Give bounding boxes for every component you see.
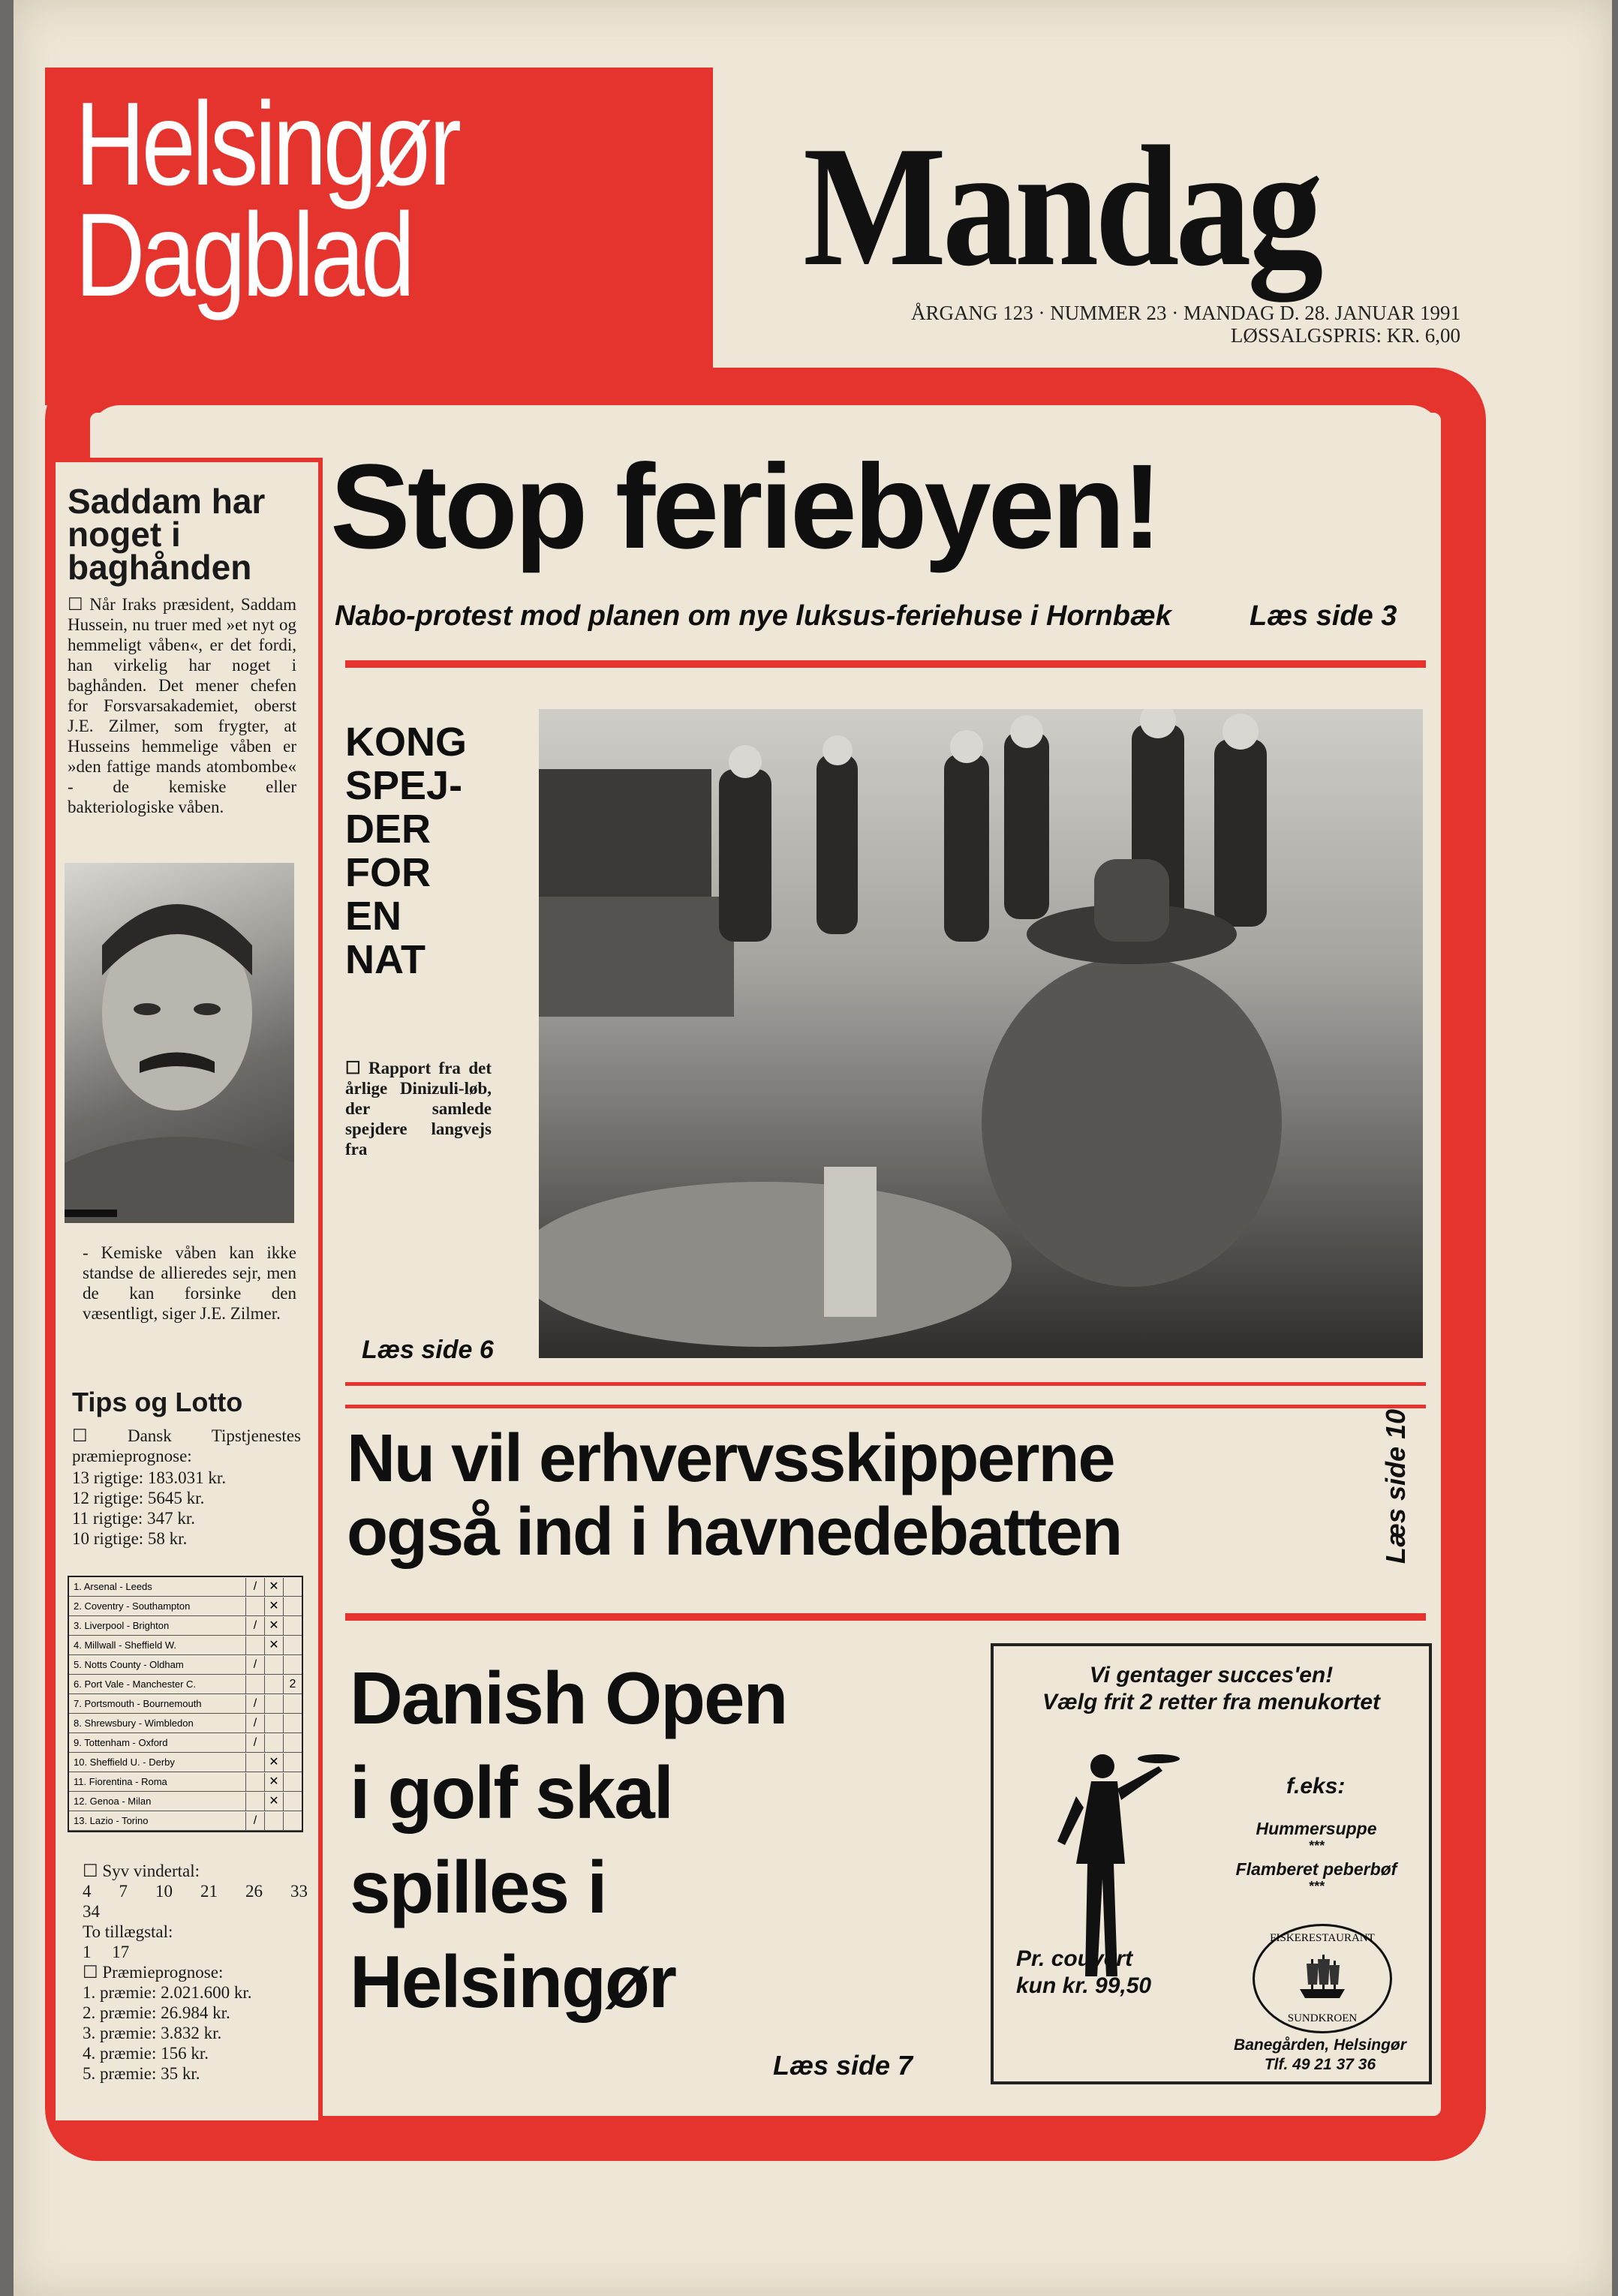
coupon-cell-2 [283, 1578, 302, 1596]
coupon-match: 8. Shrewsbury - Wimbledon [74, 1717, 194, 1729]
coupon-cell-x [264, 1656, 283, 1674]
coupon-cell-x [264, 1675, 283, 1693]
coupon-match: 3. Liverpool - Brighton [74, 1620, 170, 1631]
coupon-row [69, 1694, 302, 1714]
ad-price2: kun kr. 99,50 [1016, 1973, 1152, 1998]
portrait-caption: - Kemiske våben kan ikke standse de allieredes sejr, men de kan forsinke den væsentligt, siger J.E. Zilmer. [83, 1243, 296, 1323]
coupon-cell-x: ✕ [264, 1597, 283, 1615]
coupon-cell-2 [283, 1773, 302, 1791]
story2-text: ☐ Rapport fra det årlige Dinizuli-løb, der samlede spejdere langvejs fra [345, 1059, 492, 1159]
story3-headline-line: også ind i havnedebatten [347, 1495, 1122, 1570]
coupon-cell-x: ✕ [264, 1636, 283, 1654]
coupon-match: 1. Arsenal - Leeds [74, 1581, 152, 1592]
story2-headline-line: DER [345, 807, 432, 852]
price-line: LØSSALGSPRIS: KR. 6,00 [1230, 324, 1460, 347]
lead-subhead: Nabo-protest mod planen om nye luksus-feriehuse i Hornbæk [335, 600, 1171, 632]
coupon-cell-2 [283, 1812, 302, 1830]
scout-photo [539, 709, 1423, 1358]
divider-rule [345, 660, 1426, 668]
coupon-match: 7. Portsmouth - Bournemouth [74, 1698, 202, 1709]
story3-ref: Læs side 10 [1380, 1408, 1411, 1564]
lead-ref: Læs side 3 [1250, 600, 1397, 632]
coupon-cell-2: 2 [283, 1675, 302, 1693]
coupon-cell-1 [245, 1636, 264, 1654]
coupon-row [69, 1577, 302, 1597]
tips-line: 12 rigtige: 5645 kr. [72, 1489, 205, 1507]
coupon-row [69, 1733, 302, 1753]
praemie-line: 3. præmie: 3.832 kr. [83, 2024, 222, 2042]
coupon-match: 13. Lazio - Torino [74, 1815, 149, 1826]
story3-headline-line: Nu vil erhvervsskipperne [347, 1421, 1114, 1496]
coupon-cell-x: ✕ [264, 1617, 283, 1635]
story2-ref: Læs side 6 [362, 1336, 494, 1364]
story4-ref: Læs side 7 [773, 2050, 913, 2081]
portrait-illustration [65, 863, 294, 1223]
coupon-cell-2 [283, 1656, 302, 1674]
coupon-cell-2 [283, 1793, 302, 1811]
coupon-row [69, 1792, 302, 1811]
tips-title: Tips og Lotto [72, 1387, 243, 1417]
story4-headline-line: Danish Open [350, 1657, 787, 1739]
tips-prognoses [72, 1468, 301, 1549]
divider-rule [345, 1405, 1426, 1408]
coupon-cell-2 [283, 1597, 302, 1615]
ad-stars: *** [1308, 1879, 1325, 1894]
story4-headline-line: Helsingør [350, 1940, 675, 2023]
sidebar-title: Saddam har noget i baghånden [68, 482, 266, 587]
ad-feks: f.eks: [1286, 1774, 1346, 1799]
coupon-cell-1: / [245, 1656, 264, 1674]
day-title: Mandag [803, 110, 1320, 302]
lotto-block [83, 1861, 308, 2084]
coupon-match: 12. Genoa - Milan [74, 1796, 152, 1807]
praemie-line: 2. præmie: 26.984 kr. [83, 2003, 230, 2022]
logo-text-bottom: SUNDKROEN [1287, 2012, 1358, 2024]
coupon-cell-1: / [245, 1734, 264, 1752]
tillaeg-label: To tillægstal: [83, 1922, 173, 1941]
ad-phone: Tlf. 49 21 37 36 [1264, 2056, 1376, 2073]
story2-headline-line: KONG [345, 720, 467, 765]
coupon-cell-1: / [245, 1695, 264, 1713]
coupon-cell-2 [283, 1754, 302, 1772]
masthead-line2: Dagblad [75, 189, 412, 321]
lead-headline: Stop feriebyen! [330, 439, 1159, 573]
syv-label: ☐ Syv vindertal: [83, 1862, 200, 1880]
coupon-cell-1 [245, 1597, 264, 1615]
coupon-cell-x [264, 1734, 283, 1752]
coupon-cell-2 [283, 1695, 302, 1713]
ad-dish1: Hummersuppe [1256, 1819, 1377, 1838]
coupon-match: 4. Millwall - Sheffield W. [74, 1639, 177, 1651]
tillaeg-numbers: 1 17 [83, 1943, 130, 1961]
coupon-cell-1 [245, 1773, 264, 1791]
coupon-match: 9. Tottenham - Oxford [74, 1737, 168, 1748]
coupon-row [69, 1636, 302, 1655]
tips-line: 10 rigtige: 58 kr. [72, 1529, 188, 1548]
restaurant-ad [991, 1643, 1432, 2084]
coupon-cell-2 [283, 1636, 302, 1654]
coupon-row [69, 1675, 302, 1694]
coupon-cell-2 [283, 1714, 302, 1733]
coupon-cell-x: ✕ [264, 1773, 283, 1791]
coupon-cell-x [264, 1714, 283, 1733]
coupon-cell-1 [245, 1793, 264, 1811]
coupon-row [69, 1616, 302, 1636]
coupon-row [69, 1811, 302, 1831]
story2-headline-line: NAT [345, 937, 426, 982]
masthead-title [75, 78, 459, 321]
coupon-row [69, 1655, 302, 1675]
coupon-match: 2. Coventry - Southampton [74, 1600, 191, 1612]
coupon-row [69, 1714, 302, 1733]
tips-intro: ☐ Dansk Tipstjenestes præmieprognose: [72, 1426, 301, 1465]
coupon-match: 5. Notts County - Oldham [74, 1659, 184, 1670]
scout-photo-illustration [539, 709, 1423, 1358]
praemie-line: 1. præmie: 2.021.600 kr. [83, 1983, 252, 2002]
ad-line2: Vælg frit 2 retter fra menukortet [1042, 1690, 1381, 1714]
tips-line: 11 rigtige: 347 kr. [72, 1509, 195, 1528]
coupon-cell-x [264, 1812, 283, 1830]
praemie-line: 5. præmie: 35 kr. [83, 2064, 200, 2083]
coupon-cell-2 [283, 1734, 302, 1752]
coupon-row [69, 1597, 302, 1616]
coupon-cell-x: ✕ [264, 1754, 283, 1772]
coupon-cell-1: / [245, 1617, 264, 1635]
story2-headline-line: FOR [345, 850, 431, 895]
story2-headline-line: EN [345, 894, 402, 939]
masthead-line1: Helsingør [75, 78, 459, 210]
story4-headline [350, 1651, 786, 2029]
coupon-row [69, 1772, 302, 1792]
portrait-photo [65, 863, 294, 1223]
story4-headline-line: i golf skal [350, 1751, 673, 1834]
praemie-line: 4. præmie: 156 kr. [83, 2044, 209, 2063]
ad-dish2: Flamberet peberbøf [1235, 1859, 1397, 1879]
coupon-cell-1 [245, 1675, 264, 1693]
ship-icon [1296, 1952, 1349, 2004]
divider-rule [345, 1613, 1426, 1621]
coupon-match: 6. Port Vale - Manchester C. [74, 1678, 197, 1690]
sidebar-body: ☐ Når Iraks præsident, Saddam Hussein, nu truer med »et nyt og hemmeligt våben«, er det fordi, han virkelig har noget i baghånden. Det mener chefen for Forsvarsakademiet, oberst J.E. Zilmer, som frygter, at Husseins hemmelige våben er »den fattige mands atombombe« - de kemiske eller bakteriologiske våben. [68, 595, 296, 816]
divider-rule [345, 1382, 1426, 1386]
tips-line: 13 rigtige: 183.031 kr. [72, 1468, 227, 1487]
coupon-cell-x: ✕ [264, 1793, 283, 1811]
coupon-cell-1 [245, 1754, 264, 1772]
syv-numbers: 4 7 10 21 26 33 34 [83, 1882, 308, 1921]
story2-headline-line: SPEJ- [345, 763, 463, 808]
story4-headline-line: spilles i [350, 1846, 606, 1928]
ad-stars: *** [1308, 1838, 1325, 1853]
logo-text-top: FISKERESTAURANT [1270, 1932, 1375, 1944]
coupon-cell-2 [283, 1617, 302, 1635]
ad-address: Banegården, Helsingør [1234, 2036, 1406, 2054]
coupon-cell-1: / [245, 1714, 264, 1733]
ship-logo [1253, 1924, 1392, 2033]
coupon-match: 10. Sheffield U. - Derby [74, 1757, 175, 1768]
coupon-row [69, 1753, 302, 1772]
issue-line: ÅRGANG 123 · NUMMER 23 · MANDAG D. 28. JANUAR 1991 [910, 302, 1460, 324]
story3-headline [347, 1422, 1121, 1569]
coupon-cell-1: / [245, 1812, 264, 1830]
coupon-cell-x: ✕ [264, 1578, 283, 1596]
coupon-match: 11. Fiorentina - Roma [74, 1776, 167, 1787]
ad-price1: Pr. couvert [1016, 1946, 1133, 1971]
praemie-label: ☐ Præmieprognose: [83, 1963, 224, 1982]
ad-line1: Vi gentager succes'en! [1089, 1663, 1334, 1687]
story2-headline [345, 720, 467, 981]
coupon-cell-x [264, 1695, 283, 1713]
tips-coupon [68, 1576, 303, 1832]
coupon-cell-1: / [245, 1578, 264, 1596]
